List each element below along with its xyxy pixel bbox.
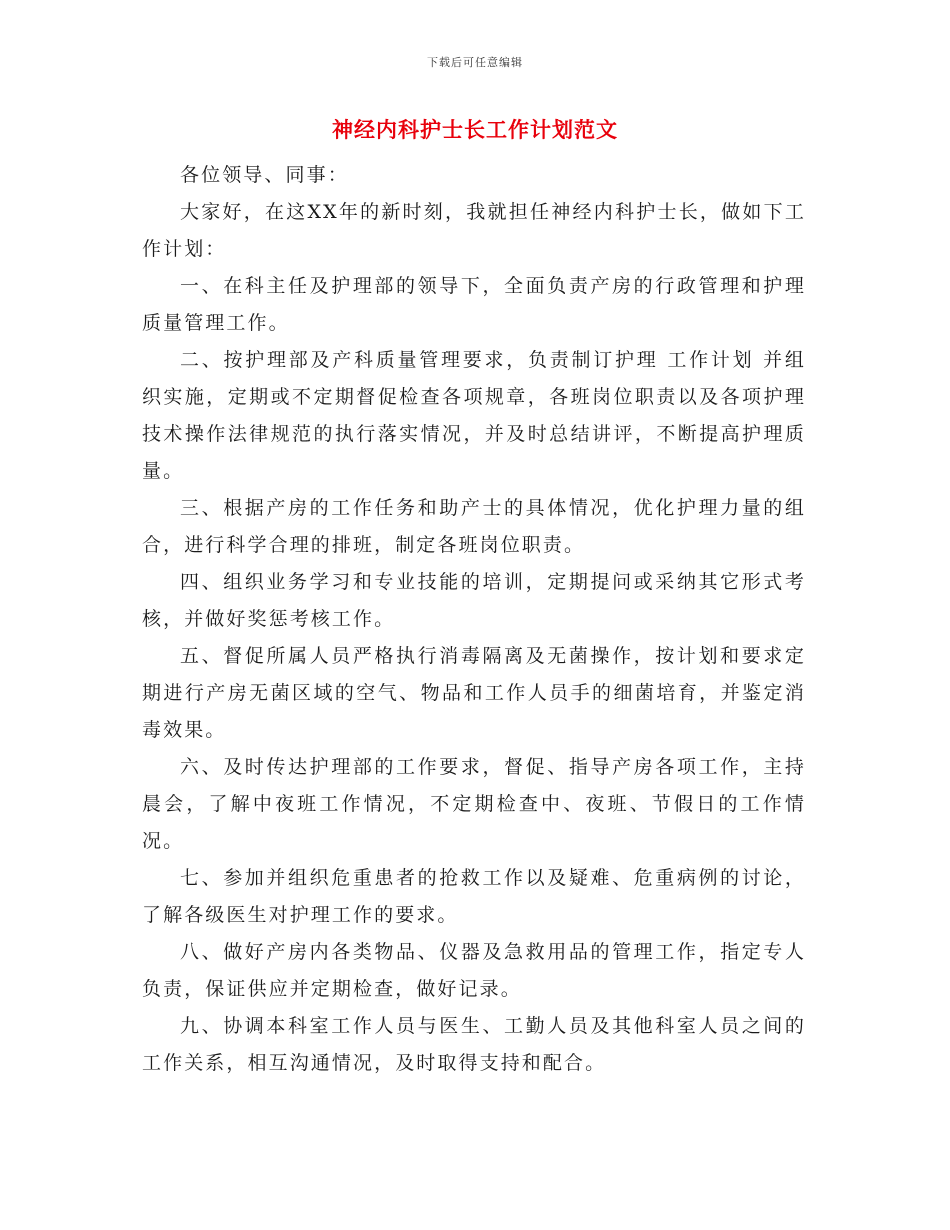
greeting: 各位领导、同事： [180,164,349,186]
paragraph-5: 五、督促所属人员严格执行消毒隔离及无菌操作，按计划和要求定期进行产房无菌区域的空气、物品和工作人员手的细菌培育，并鉴定消毒效果。 [142,645,806,741]
paragraph-2: 二、按护理部及产科质量管理要求，负责制订护理 工作计划 并组织实施，定期或不定期督促检查各项规章，各班岗位职责以及各项护理技术操作法律规范的执行落实情况，并及时总结讲评，不断提高护理质量。 [142,349,806,482]
paragraph-3: 三、根据产房的工作任务和助产士的具体情况，优化护理力量的组合，进行科学合理的排班，制定各班岗位职责。 [142,497,806,556]
paragraph-1: 一、在科主任及护理部的领导下，全面负责产房的行政管理和护理质量管理工作。 [142,275,806,334]
paragraph-6: 六、及时传达护理部的工作要求，督促、指导产房各项工作，主持晨会，了解中夜班工作情况，不定期检查中、夜班、节假日的工作情况。 [142,756,806,852]
paragraph-9: 九、协调本科室工作人员与医生、工勤人员及其他科室人员之间的工作关系，相互沟通情况，及时取得支持和配合。 [142,1015,806,1074]
paragraph-7: 七、参加并组织危重患者的抢救工作以及疑难、危重病例的讨论，了解各级医生对护理工作的要求。 [142,867,806,926]
paragraph-4: 四、组织业务学习和专业技能的培训，定期提问或采纳其它形式考核，并做好奖惩考核工作。 [142,571,806,630]
paragraph-intro: 大家好，在这XX年的新时刻，我就担任神经内科护士长，做如下工作计划： [142,201,806,260]
document-title: 神经内科护士长工作计划范文 [332,117,618,142]
document-body [142,157,806,1082]
header-note: 下载后可任意编辑 [427,56,523,69]
paragraph-8: 八、做好产房内各类物品、仪器及急救用品的管理工作，指定专人负责，保证供应并定期检查，做好记录。 [142,941,806,1000]
